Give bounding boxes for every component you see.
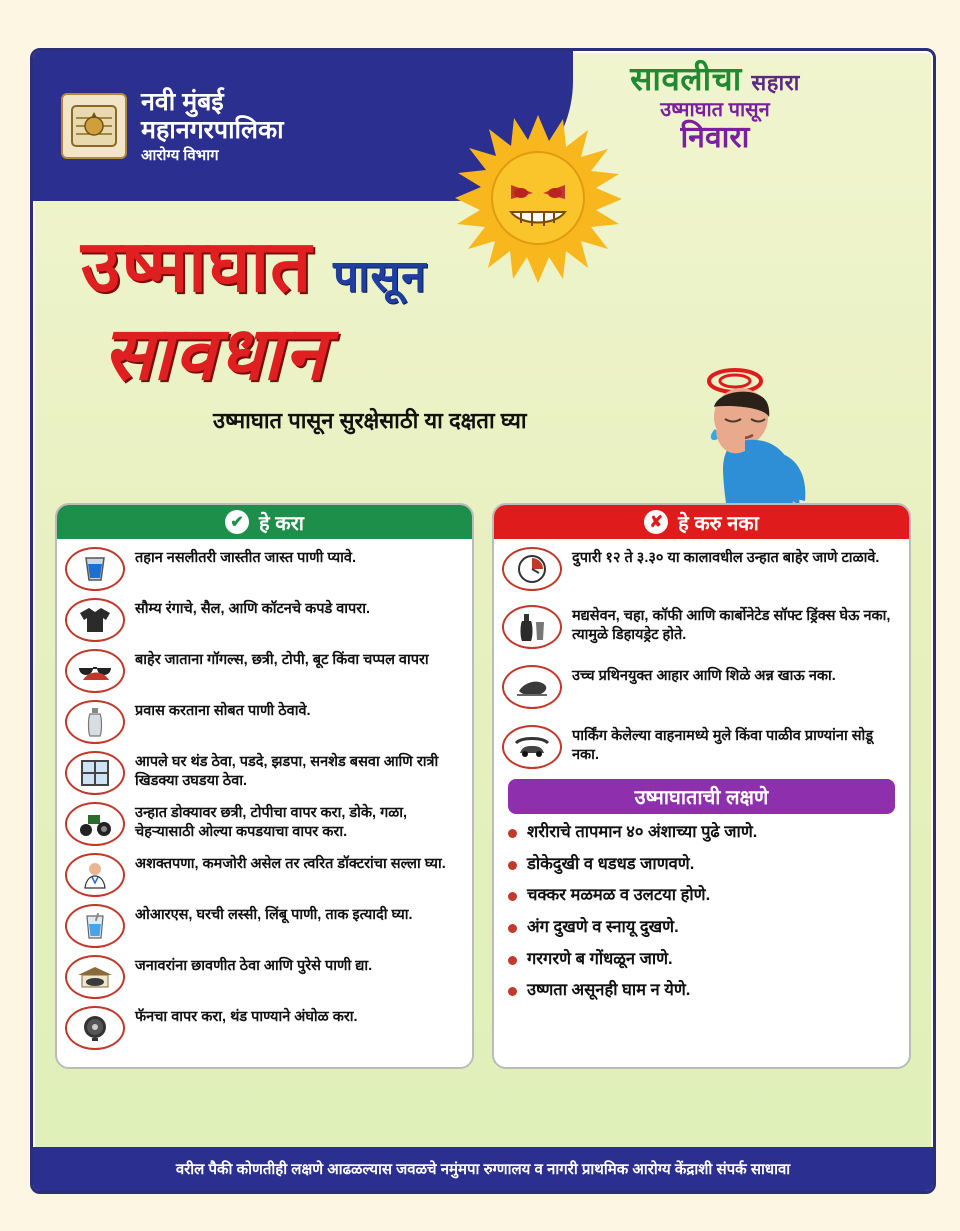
list-item-text: उन्हात डोक्यावर छत्री, टोपीचा वापर करा, डोके, गळा, चेहऱ्यासाठी ओल्या कपडयाचा वापर करा. xyxy=(135,805,408,840)
list-item xyxy=(65,955,464,999)
list-item-text: आपले घर थंड ठेवा, पडदे, झडपा, सनशेड बसवा आणि रात्री खिडक्या उघडया ठेवा. xyxy=(135,754,439,789)
dont-list xyxy=(494,539,909,1022)
do-header xyxy=(57,505,472,539)
tagline-1a: सावलीचा xyxy=(630,60,742,97)
bullet-icon xyxy=(508,829,517,838)
do-heading-label: हे करा xyxy=(259,512,304,535)
dont-heading-label: हे करु नका xyxy=(678,512,759,535)
list-item xyxy=(502,665,901,709)
list-item xyxy=(65,751,464,795)
nmmc-crest-icon xyxy=(61,93,127,159)
doctor-icon xyxy=(65,853,125,897)
window-icon xyxy=(65,751,125,795)
water-bottle-icon xyxy=(65,700,125,744)
poster xyxy=(30,48,936,1194)
symptoms-heading: उष्माघाताची लक्षणे xyxy=(508,779,895,814)
fan-icon xyxy=(65,1006,125,1050)
list-item-text: मद्यसेवन, चहा, कॉफी आणि कार्बोनेटेड सॉफ्ट ड्रिंक्स घेऊ नका, त्यामुळे डिहायड्रेट होते. xyxy=(572,608,891,643)
symptoms-list xyxy=(508,822,895,1001)
title-line2: सावधान xyxy=(103,312,328,395)
title-main: उष्माघात xyxy=(81,227,313,307)
list-item xyxy=(508,949,895,970)
list-item xyxy=(65,853,464,897)
meat-food-icon xyxy=(502,665,562,709)
org-line3: आरोग्य विभाग xyxy=(141,146,219,164)
title-subtitle: उष्माघात पासून सुरक्षेसाठी या दक्षता घ्या xyxy=(213,408,527,433)
advice-columns xyxy=(55,503,911,1069)
title-block xyxy=(33,205,933,455)
list-item-text: सौम्य रंगाचे, सैल, आणि कॉटनचे कपडे वापरा. xyxy=(135,601,371,617)
list-item xyxy=(502,605,901,649)
list-item xyxy=(502,725,901,769)
bullet-icon xyxy=(508,987,517,996)
symptom-text: उष्णता असूनही घाम न येणे. xyxy=(527,981,691,1000)
footer-text: वरील पैकी कोणतीही लक्षणे आढळल्यास जवळचे नमुंमपा रुग्णालय व नागरी प्राथमिक आरोग्य केंद्राशी संपर्क साधावा xyxy=(175,1161,791,1178)
symptom-text: चक्कर मळमळ व उलटया होणे. xyxy=(527,886,711,905)
water-glass-icon xyxy=(65,547,125,591)
list-item xyxy=(65,649,464,693)
tagline-1b: सहारा xyxy=(751,70,800,95)
dont-header xyxy=(494,505,909,539)
list-item xyxy=(65,598,464,642)
bullet-icon xyxy=(508,924,517,933)
footer-banner xyxy=(33,1147,933,1191)
tagline-line1 xyxy=(515,61,915,97)
org-line1: नवी मुंबई xyxy=(141,87,224,116)
list-item-text: उच्च प्रथिनयुक्त आहार आणि शिळे अन्न खाऊ नका. xyxy=(572,668,836,684)
check-icon: ✔ xyxy=(225,510,249,534)
cattle-shed-icon xyxy=(65,955,125,999)
do-column xyxy=(55,503,474,1069)
symptom-text: शरीराचे तापमान ४० अंशाच्या पुढे जाणे. xyxy=(527,823,758,841)
list-item-text: दुपारी १२ ते ३.३० या कालावधील उन्हात बाहेर जाणे टाळावे. xyxy=(572,550,880,566)
list-item-text: ओआरएस, घरची लस्सी, लिंबू पाणी, ताक इत्यादी घ्या. xyxy=(135,907,413,923)
list-item-text: बाहेर जाताना गॉगल्स, छत्री, टोपी, बूट किंवा चप्पल वापरा xyxy=(135,652,429,668)
list-item xyxy=(65,802,464,846)
tshirt-icon xyxy=(65,598,125,642)
list-item-text: पार्किंग केलेल्या वाहनामध्ये मुले किंवा पाळीव प्राण्यांना सोडू नका. xyxy=(572,728,874,763)
alcohol-bottle-icon xyxy=(502,605,562,649)
list-item-text: जनावरांना छावणीत ठेवा आणि पुरेसे पाणी द्या. xyxy=(135,958,373,974)
cross-icon: ✘ xyxy=(644,510,668,534)
list-item xyxy=(508,854,895,875)
sunglasses-umbrella-icon xyxy=(65,649,125,693)
list-item-text: फॅनचा वापर करा, थंड पाण्याने अंघोळ करा. xyxy=(135,1009,358,1025)
symptom-text: गरगरणे ब गोंधळून जाणे. xyxy=(527,949,673,968)
do-list xyxy=(57,539,472,1067)
list-item-text: प्रवास करताना सोबत पाणी ठेवावे. xyxy=(135,703,311,719)
tagline-line2: उष्माघात पासून xyxy=(660,99,770,122)
tractor-icon xyxy=(65,802,125,846)
parked-car-icon xyxy=(502,725,562,769)
bullet-icon xyxy=(508,956,517,965)
clock-icon xyxy=(502,547,562,591)
list-item-text: तहान नसलीतरी जास्तीत जास्त पाणी प्यावे. xyxy=(135,550,357,566)
list-item-text: अशक्तपणा, कमजोरी असेल तर त्वरित डॉक्टरांचा सल्ला घ्या. xyxy=(135,856,446,872)
list-item xyxy=(65,1006,464,1050)
poster-header xyxy=(33,51,933,201)
list-item xyxy=(65,547,464,591)
list-item xyxy=(508,822,895,843)
ors-drink-icon xyxy=(65,904,125,948)
org-line2: महानगरपालिका xyxy=(141,115,284,144)
dont-column xyxy=(492,503,911,1069)
list-item xyxy=(65,700,464,744)
list-item xyxy=(508,885,895,906)
bullet-icon xyxy=(508,892,517,901)
bullet-icon xyxy=(508,861,517,870)
list-item xyxy=(502,547,901,591)
list-item xyxy=(508,917,895,938)
tagline-line3: निवारा xyxy=(680,121,750,155)
org-name xyxy=(141,88,284,165)
title-line1 xyxy=(81,215,427,313)
list-item xyxy=(508,980,895,1001)
title-sub: पासून xyxy=(333,252,427,301)
symptom-text: डोकेदुखी व धडधड जाणवणे. xyxy=(527,854,695,873)
symptom-text: अंग दुखणे व स्नायू दुखणे. xyxy=(527,917,679,936)
list-item xyxy=(65,904,464,948)
